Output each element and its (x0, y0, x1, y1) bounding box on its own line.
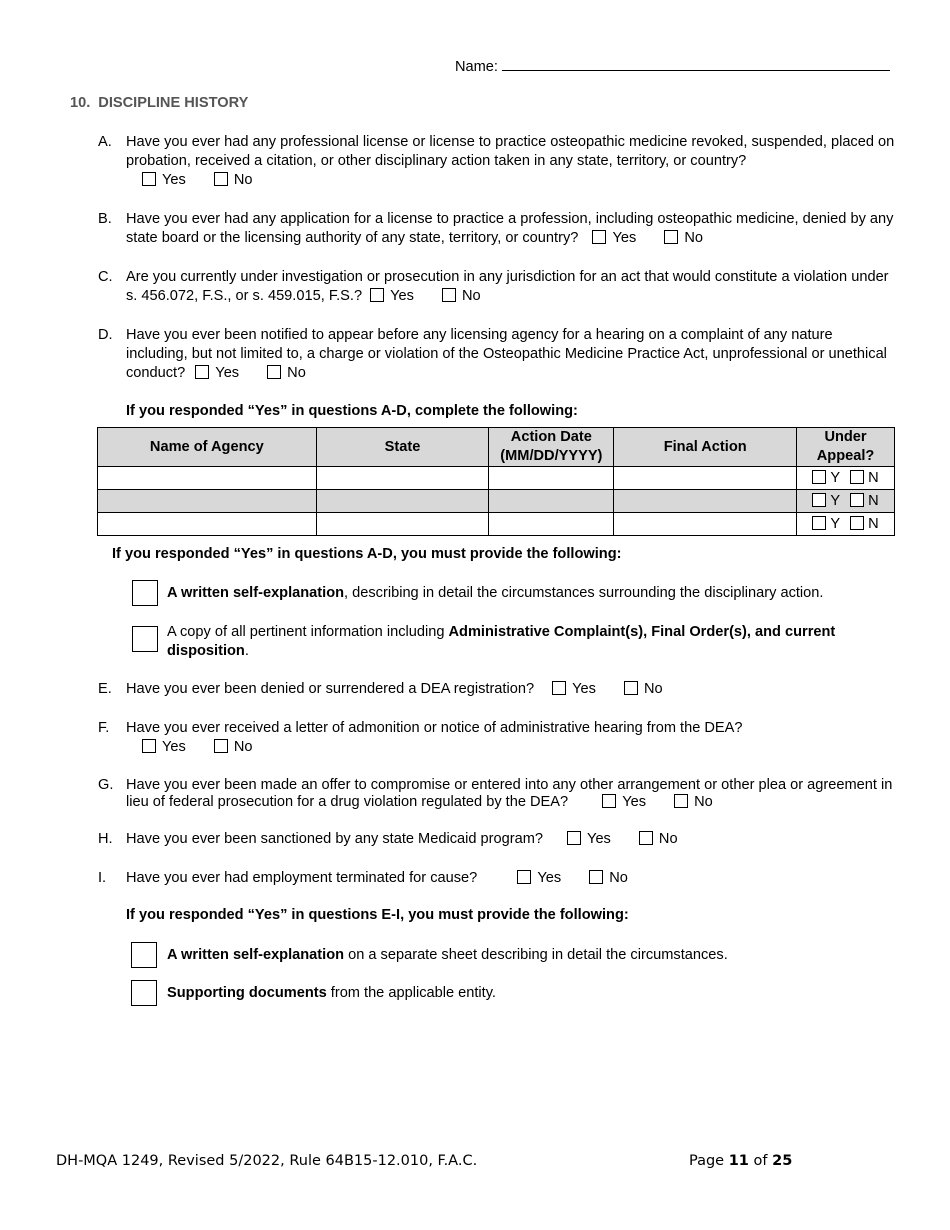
appeal-yes-checkbox[interactable] (812, 493, 826, 507)
appeal-cell: Y N (797, 490, 895, 513)
section-title (70, 95, 248, 111)
yes-option[interactable]: Yes (195, 364, 239, 383)
state-cell[interactable] (316, 513, 489, 536)
state-cell[interactable] (316, 490, 489, 513)
yes-checkbox[interactable] (195, 365, 209, 379)
col-state: State (316, 428, 489, 467)
appeal-no-checkbox[interactable] (850, 470, 864, 484)
col-under-appeal: Under Appeal? (797, 428, 895, 467)
section-title-text: DISCIPLINE HISTORY (98, 95, 249, 111)
question-letter: I. (98, 870, 107, 886)
footer-form-id: DH-MQA 1249, Revised 5/2022, Rule 64B15-12.010, F.A.C. (56, 1153, 478, 1169)
no-checkbox[interactable] (589, 870, 603, 884)
table-row (98, 513, 895, 536)
agency-cell[interactable] (98, 467, 317, 490)
question-f (98, 719, 898, 757)
ei-requirement-1: A written self-explanation on a separate sheet describing in detail the circumstances. (167, 947, 728, 963)
no-checkbox[interactable] (267, 365, 281, 379)
table-row (98, 467, 895, 490)
agency-table (97, 427, 895, 536)
yes-checkbox[interactable] (602, 794, 616, 808)
question-c (98, 268, 898, 306)
yes-checkbox[interactable] (142, 172, 156, 186)
table-row (98, 490, 895, 513)
agency-cell[interactable] (98, 490, 317, 513)
yes-checkbox[interactable] (517, 870, 531, 884)
no-option[interactable]: No (214, 738, 253, 757)
question-text: Have you ever been made an offer to compromise or entered into any other arrangement or other plea or agreement in lieu of federal prosecution for a drug violation regulated by the DEA? (126, 777, 893, 810)
final-action-cell[interactable] (614, 467, 797, 490)
appeal-cell: Y N (797, 467, 895, 490)
yes-option[interactable]: Yes (370, 287, 414, 306)
question-letter: B. (98, 211, 112, 227)
question-letter: E. (98, 681, 112, 697)
question-e (98, 680, 898, 699)
no-option[interactable]: No (639, 830, 678, 849)
question-text: Have you ever had any application for a license to practice a profession, including osteopathic medicine, denied by any state board or the licensing authority of any state, territory, or country? (126, 211, 894, 246)
ad-requirement-2: A copy of all pertinent information including Administrative Complaint(s), Final Order(s), and current disposition. (167, 624, 836, 659)
no-checkbox[interactable] (664, 230, 678, 244)
col-action-date: Action Date (MM/DD/YYYY) (489, 428, 614, 467)
question-text: Have you ever had employment terminated for cause? (126, 870, 478, 886)
supporting-documents-checkbox[interactable] (131, 980, 157, 1006)
yes-option[interactable]: Yes (552, 680, 596, 699)
date-cell[interactable] (489, 513, 614, 536)
col-agency: Name of Agency (98, 428, 317, 467)
question-text: Have you ever been notified to appear before any licensing agency for a hearing on a complaint of any nature including, but not limited to, a charge or violation of the Osteopathic Medicine Practice Act, unprofessional or unethical conduct? (126, 327, 887, 381)
no-checkbox[interactable] (674, 794, 688, 808)
ad-requirement-1: A written self-explanation, describing in detail the circumstances surrounding the disciplinary action. (167, 585, 824, 601)
date-cell[interactable] (489, 467, 614, 490)
no-option[interactable]: No (624, 680, 663, 699)
yes-option[interactable]: Yes (602, 794, 646, 811)
date-cell[interactable] (489, 490, 614, 513)
no-option[interactable]: No (214, 171, 253, 190)
yes-checkbox[interactable] (370, 288, 384, 302)
question-a (98, 133, 898, 190)
yes-checkbox[interactable] (552, 681, 566, 695)
no-checkbox[interactable] (214, 739, 228, 753)
appeal-yes-checkbox[interactable] (812, 516, 826, 530)
col-final-action: Final Action (614, 428, 797, 467)
yes-option[interactable]: Yes (142, 171, 186, 190)
no-option[interactable]: No (664, 229, 703, 248)
ad-provide-heading: If you responded “Yes” in questions A-D, you must provide the following: (112, 546, 622, 562)
question-text: Have you ever been denied or surrendered a DEA registration? (126, 681, 535, 697)
name-input-line[interactable] (502, 56, 890, 71)
final-action-cell[interactable] (614, 490, 797, 513)
no-option[interactable]: No (589, 869, 628, 888)
no-checkbox[interactable] (624, 681, 638, 695)
no-option[interactable]: No (442, 287, 481, 306)
ei-requirement-2: Supporting documents from the applicable entity. (167, 985, 496, 1001)
appeal-no-checkbox[interactable] (850, 493, 864, 507)
question-text: Have you ever been sanctioned by any state Medicaid program? (126, 831, 543, 847)
question-i (98, 869, 898, 888)
no-checkbox[interactable] (442, 288, 456, 302)
section-number: 10. (70, 95, 91, 111)
yes-option[interactable]: Yes (567, 830, 611, 849)
appeal-no-checkbox[interactable] (850, 516, 864, 530)
question-text: Have you ever received a letter of admonition or notice of administrative hearing from the DEA? (126, 720, 743, 736)
question-text: Have you ever had any professional license or license to practice osteopathic medicine revoked, suspended, placed on probation, received a citation, or other disciplinary action taken in any state, territory, or country? (126, 134, 895, 169)
name-field[interactable] (455, 56, 895, 75)
ad-complete-heading: If you responded “Yes” in questions A-D, complete the following: (126, 403, 578, 419)
appeal-yes-checkbox[interactable] (812, 470, 826, 484)
footer-page-number: Page 11 of 25 (689, 1153, 793, 1169)
no-checkbox[interactable] (639, 831, 653, 845)
self-explanation-checkbox[interactable] (132, 580, 158, 606)
question-b (98, 210, 898, 248)
no-option[interactable]: No (674, 794, 713, 811)
yes-option[interactable]: Yes (517, 869, 561, 888)
yes-option[interactable]: Yes (142, 738, 186, 757)
question-letter: F. (98, 720, 110, 736)
question-letter: G. (98, 777, 114, 793)
yes-checkbox[interactable] (592, 230, 606, 244)
question-text: Are you currently under investigation or prosecution in any jurisdiction for an act that would constitute a violation under s. 456.072, F.S., or s. 459.015, F.S.? (126, 269, 889, 304)
agency-cell[interactable] (98, 513, 317, 536)
question-letter: C. (98, 269, 113, 285)
question-d (98, 326, 898, 383)
name-label: Name: (455, 59, 498, 75)
pertinent-info-checkbox[interactable] (132, 626, 158, 652)
appeal-cell: Y N (797, 513, 895, 536)
yes-checkbox[interactable] (567, 831, 581, 845)
yes-option[interactable]: Yes (592, 229, 636, 248)
question-h (98, 830, 898, 849)
ei-provide-heading: If you responded “Yes” in questions E-I, you must provide the following: (126, 907, 629, 923)
no-checkbox[interactable] (214, 172, 228, 186)
question-letter: H. (98, 831, 113, 847)
table-header-row (98, 428, 895, 467)
question-letter: D. (98, 327, 113, 343)
ei-self-explanation-checkbox[interactable] (131, 942, 157, 968)
final-action-cell[interactable] (614, 513, 797, 536)
question-letter: A. (98, 134, 112, 150)
no-option[interactable]: No (267, 364, 306, 383)
question-g (98, 777, 898, 811)
state-cell[interactable] (316, 467, 489, 490)
yes-checkbox[interactable] (142, 739, 156, 753)
